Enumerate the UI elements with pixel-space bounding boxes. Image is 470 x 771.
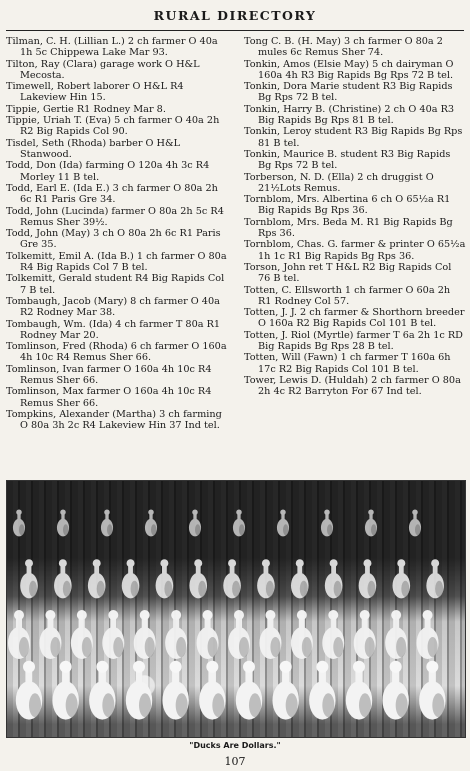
directory-entry: Tolkemitt, Emil A. (Ida B.) 1 ch farmer O 80a R4 Big Rapids Col 7 B tel. <box>6 250 227 273</box>
directory-entry: Todd, John (Lucinda) farmer O 80a 2h 5c R4 Remus Sher 39½. <box>6 205 224 228</box>
directory-entry: Todd, Earl E. (Ida E.) 3 ch farmer O 80a 2h 6c R1 Paris Gre 34. <box>6 182 218 206</box>
directory-entry: Tilton, Ray (Clara) garage work O H&L Mecosta. <box>6 58 200 81</box>
directory-entry: Totten, J. Riol (Myrtle) farmer T 6a 2h 1c RD Big Rapids Bg Rps 28 B tel. <box>244 329 463 352</box>
directory-entry: Tilman, C. H. (Lillian L.) 2 ch farmer O 40a 1h 5c Chippewa Lake Mar 93. <box>6 36 218 59</box>
directory-entry: Tower, Lewis D. (Huldah) 2 ch farmer O 80a 2h 4c R2 Barryton For 67 Ind tel. <box>244 374 461 398</box>
page-number: 107 <box>224 755 246 768</box>
photo-caption: "Ducks Are Dollars." <box>189 741 281 750</box>
directory-entry: Tomlinson, Fred (Rhoda) 6 ch farmer O 160a 4h 10c R4 Remus Sher 66. <box>6 341 227 364</box>
page-title: RURAL DIRECTORY <box>153 8 317 23</box>
directory-entry: Tomlinson, Ivan farmer O 160a 4h 10c R4 Remus Sher 66. <box>6 363 212 386</box>
directory-entry: Tornblom, Chas. G. farmer & printer O 65½a 1h 1c R1 Big Rapids Bg Rps 36. <box>244 239 466 262</box>
ducks-photo <box>6 480 466 738</box>
directory-entry: Tonkin, Harry B. (Christine) 2 ch O 40a R3 Big Rapids Bg Rps 81 B tel. <box>244 103 455 126</box>
directory-entry: Tomlinson, Max farmer O 160a 4h 10c R4 Remus Sher 66. <box>6 386 212 409</box>
directory-entry: Torberson, N. D. (Ella) 2 ch druggist O 21½Lots Remus. <box>244 171 434 194</box>
directory-entry: Tombaugh, Jacob (Mary) 8 ch farmer O 40a R2 Rodney Mar 38. <box>6 295 220 319</box>
left-column <box>6 36 228 431</box>
directory-entry: Tong C. B. (H. May) 3 ch farmer O 80a 2 mules 6c Remus Sher 74. <box>244 36 443 59</box>
directory-entry: Timewell, Robert laborer O H&L R4 Lakeview Hin 15. <box>6 81 184 104</box>
directory-entry: Todd, Don (Ida) farming O 120a 4h 3c R4 Morley 11 B tel. <box>6 160 210 183</box>
directory-entry: Totten, J. J. 2 ch farmer & Shorthorn breeder O 160a R2 Big Rapids Col 101 B tel. <box>244 307 465 330</box>
directory-entry: Totten, Will (Fawn) 1 ch farmer T 160a 6h 17c R2 Big Rapids Col 101 B tel. <box>244 352 451 375</box>
directory-entry: Tornblom, Mrs. Beda M. R1 Big Rapids Bg Rps 36. <box>244 216 453 239</box>
directory-entry: Torson, John ret T H&L R2 Big Rapids Col 76 B tel. <box>244 261 452 285</box>
directory-entry: Tonkin, Dora Marie student R3 Big Rapids Bg Rps 72 B tel. <box>244 81 453 104</box>
directory-entry: Tombaugh, Wm. (Ida) 4 ch farmer T 80a R1 Rodney Mar 20. <box>6 318 221 341</box>
directory-entry: Tornblom, Mrs. Albertina 6 ch O 65½a R1 Big Rapids Bg Rps 36. <box>244 194 451 217</box>
directory-entry: Tisdel, Seth (Rhoda) barber O H&L Stanwood. <box>6 137 181 160</box>
directory-entry: Tonkin, Leroy student R3 Big Rapids Bg Rps 81 B tel. <box>244 126 463 149</box>
directory-entry: Tonkin, Amos (Elsie May) 5 ch dairyman O 160a 4h R3 Big Rapids Bg Rps 72 B tel. <box>244 58 454 81</box>
duck-flock-illustration <box>7 481 465 737</box>
directory-entry: Tompkins, Alexander (Martha) 3 ch farming O 80a 3h 2c R4 Lakeview Hin 37 Ind tel. <box>6 408 222 432</box>
directory-entry: Tippie, Uriah T. (Eva) 5 ch farmer O 40a 2h R2 Big Rapids Col 90. <box>6 115 220 138</box>
page-header <box>6 4 464 31</box>
right-column <box>244 36 466 398</box>
directory-entry: Tolkemitt, Gerald student R4 Big Rapids Col 7 B tel. <box>6 273 225 296</box>
directory-entry: Totten, C. Ellsworth 1 ch farmer O 60a 2h R1 Rodney Col 57. <box>244 284 451 307</box>
directory-entry: Todd, John (May) 3 ch O 80a 2h 6c R1 Paris Gre 35. <box>6 228 221 251</box>
directory-entry: Tonkin, Maurice B. student R3 Big Rapids Bg Rps 72 B tel. <box>244 148 451 172</box>
directory-entry: Tippie, Gertie R1 Rodney Mar 8. <box>6 103 166 115</box>
